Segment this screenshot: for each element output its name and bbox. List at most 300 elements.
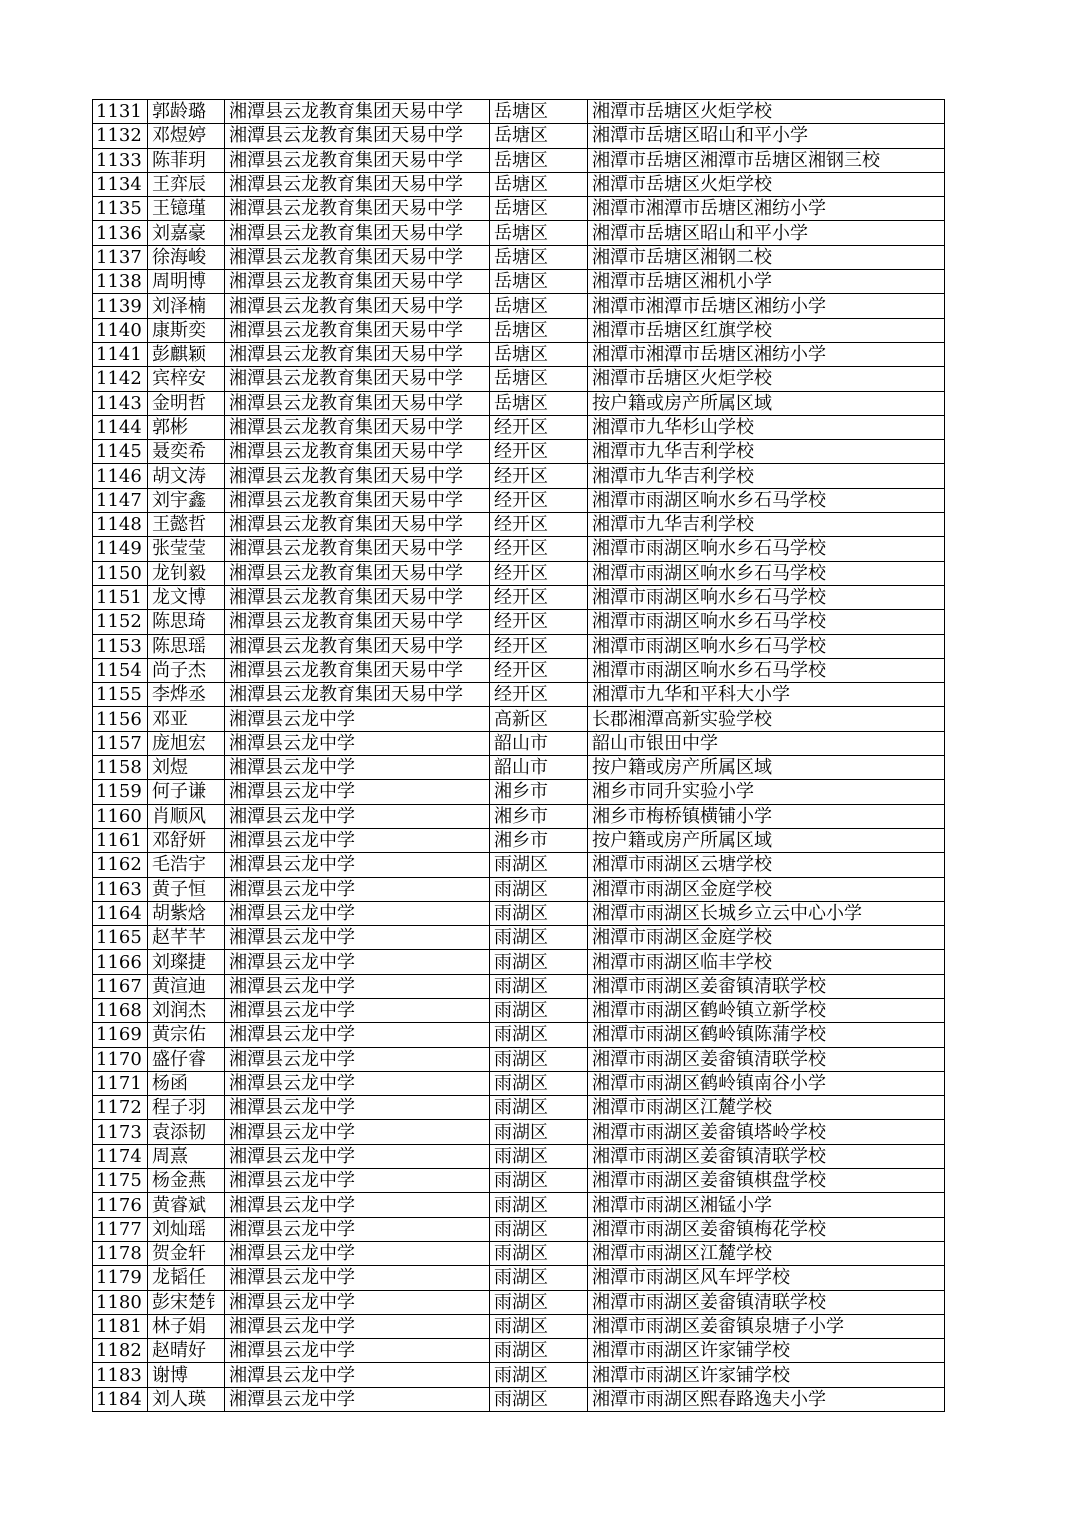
table-row (93, 245, 945, 269)
district-cell: 雨湖区 (490, 1144, 588, 1168)
assigned-school-cell: 湘潭市雨湖区临丰学校 (588, 950, 945, 974)
student-name-cell: 邓舒妍 (148, 828, 225, 852)
district-cell: 湘乡市 (490, 804, 588, 828)
district-cell: 岳塘区 (490, 197, 588, 221)
table-row (93, 513, 945, 537)
table-row (93, 148, 945, 172)
current-school-cell: 湘潭县云龙教育集团天易中学 (225, 634, 490, 658)
assigned-school-cell: 湘潭市雨湖区响水乡石马学校 (588, 658, 945, 682)
current-school-cell: 湘潭县云龙教育集团天易中学 (225, 172, 490, 196)
assigned-school-cell: 湘潭市雨湖区姜畲镇清联学校 (588, 974, 945, 998)
table-row (93, 124, 945, 148)
student-name-cell: 刘泽楠 (148, 294, 225, 318)
assigned-school-cell: 湘潭市九华吉利学校 (588, 464, 945, 488)
district-cell: 经开区 (490, 440, 588, 464)
current-school-cell: 湘潭县云龙教育集团天易中学 (225, 683, 490, 707)
district-cell: 雨湖区 (490, 1169, 588, 1193)
assigned-school-cell: 湘潭市雨湖区姜畲镇梅花学校 (588, 1217, 945, 1241)
row-number-cell: 1136 (93, 221, 148, 245)
row-number-cell: 1162 (93, 853, 148, 877)
current-school-cell: 湘潭县云龙中学 (225, 780, 490, 804)
district-cell: 经开区 (490, 634, 588, 658)
row-number-cell: 1155 (93, 683, 148, 707)
assigned-school-cell: 湘潭市雨湖区鹤岭镇立新学校 (588, 998, 945, 1022)
table-row (93, 1339, 945, 1363)
district-cell: 雨湖区 (490, 1339, 588, 1363)
district-cell: 经开区 (490, 537, 588, 561)
district-cell: 经开区 (490, 415, 588, 439)
table-row (93, 537, 945, 561)
table-row (93, 415, 945, 439)
current-school-cell: 湘潭县云龙教育集团天易中学 (225, 391, 490, 415)
district-cell: 高新区 (490, 707, 588, 731)
assigned-school-cell: 湘潭市雨湖区湘锰小学 (588, 1193, 945, 1217)
current-school-cell: 湘潭县云龙中学 (225, 1241, 490, 1265)
assigned-school-cell: 按户籍或房产所属区域 (588, 756, 945, 780)
row-number-cell: 1160 (93, 804, 148, 828)
row-number-cell: 1181 (93, 1314, 148, 1338)
student-name-cell: 赵芊芊 (148, 926, 225, 950)
student-name-cell: 刘煜 (148, 756, 225, 780)
row-number-cell: 1161 (93, 828, 148, 852)
row-number-cell: 1152 (93, 610, 148, 634)
student-name-cell: 邓煜婷 (148, 124, 225, 148)
row-number-cell: 1176 (93, 1193, 148, 1217)
row-number-cell: 1178 (93, 1241, 148, 1265)
row-number-cell: 1173 (93, 1120, 148, 1144)
district-cell: 经开区 (490, 585, 588, 609)
assigned-school-cell: 湘潭市岳塘区红旗学校 (588, 318, 945, 342)
current-school-cell: 湘潭县云龙教育集团天易中学 (225, 440, 490, 464)
assigned-school-cell: 湘潭市湘潭市岳塘区湘纺小学 (588, 342, 945, 366)
current-school-cell: 湘潭县云龙中学 (225, 1023, 490, 1047)
student-name-cell: 何子谦 (148, 780, 225, 804)
table-row (93, 974, 945, 998)
district-cell: 岳塘区 (490, 221, 588, 245)
table-row (93, 1290, 945, 1314)
table-row (93, 464, 945, 488)
row-number-cell: 1171 (93, 1071, 148, 1095)
row-number-cell: 1148 (93, 513, 148, 537)
district-cell: 雨湖区 (490, 974, 588, 998)
row-number-cell: 1143 (93, 391, 148, 415)
table-row (93, 585, 945, 609)
district-cell: 雨湖区 (490, 1241, 588, 1265)
row-number-cell: 1145 (93, 440, 148, 464)
assigned-school-cell: 湘潭市岳塘区昭山和平小学 (588, 124, 945, 148)
student-name-cell: 周明博 (148, 270, 225, 294)
table-row (93, 901, 945, 925)
district-cell: 韶山市 (490, 731, 588, 755)
assigned-school-cell: 湘潭市雨湖区金庭学校 (588, 926, 945, 950)
table-row (93, 683, 945, 707)
current-school-cell: 湘潭县云龙中学 (225, 1266, 490, 1290)
district-cell: 岳塘区 (490, 367, 588, 391)
assigned-school-cell: 湘潭市雨湖区姜畲镇塔岭学校 (588, 1120, 945, 1144)
table-row (93, 197, 945, 221)
district-cell: 雨湖区 (490, 1314, 588, 1338)
student-name-cell: 刘宇鑫 (148, 488, 225, 512)
table-row (93, 1193, 945, 1217)
row-number-cell: 1156 (93, 707, 148, 731)
current-school-cell: 湘潭县云龙教育集团天易中学 (225, 270, 490, 294)
assigned-school-cell: 按户籍或房产所属区域 (588, 828, 945, 852)
student-name-cell: 林子娟 (148, 1314, 225, 1338)
row-number-cell: 1157 (93, 731, 148, 755)
district-cell: 雨湖区 (490, 1387, 588, 1411)
table-row (93, 488, 945, 512)
current-school-cell: 湘潭县云龙中学 (225, 1144, 490, 1168)
row-number-cell: 1167 (93, 974, 148, 998)
row-number-cell: 1151 (93, 585, 148, 609)
assigned-school-cell: 湘潭市九华吉利学校 (588, 440, 945, 464)
table-row (93, 853, 945, 877)
student-name-cell: 黄宗佑 (148, 1023, 225, 1047)
table-row (93, 1071, 945, 1095)
student-name-cell: 袁添韧 (148, 1120, 225, 1144)
student-name-cell: 庞旭宏 (148, 731, 225, 755)
table-row (93, 804, 945, 828)
row-number-cell: 1182 (93, 1339, 148, 1363)
student-name-cell: 陈菲玥 (148, 148, 225, 172)
current-school-cell: 湘潭县云龙中学 (225, 974, 490, 998)
student-name-cell: 贺金轩 (148, 1241, 225, 1265)
current-school-cell: 湘潭县云龙教育集团天易中学 (225, 221, 490, 245)
assigned-school-cell: 湘潭市雨湖区姜畲镇棋盘学校 (588, 1169, 945, 1193)
current-school-cell: 湘潭县云龙教育集团天易中学 (225, 245, 490, 269)
student-name-cell: 徐海峻 (148, 245, 225, 269)
student-name-cell: 龙文博 (148, 585, 225, 609)
table-row (93, 634, 945, 658)
current-school-cell: 湘潭县云龙中学 (225, 756, 490, 780)
row-number-cell: 1137 (93, 245, 148, 269)
assigned-school-cell: 湘潭市雨湖区许家铺学校 (588, 1339, 945, 1363)
district-cell: 岳塘区 (490, 294, 588, 318)
current-school-cell: 湘潭县云龙中学 (225, 828, 490, 852)
table-row (93, 731, 945, 755)
assigned-school-cell: 湘潭市九华杉山学校 (588, 415, 945, 439)
table-row (93, 998, 945, 1022)
current-school-cell: 湘潭县云龙中学 (225, 998, 490, 1022)
table-row (93, 221, 945, 245)
current-school-cell: 湘潭县云龙教育集团天易中学 (225, 513, 490, 537)
assigned-school-cell: 湘潭市雨湖区鹤岭镇南谷小学 (588, 1071, 945, 1095)
row-number-cell: 1180 (93, 1290, 148, 1314)
current-school-cell: 湘潭县云龙教育集团天易中学 (225, 537, 490, 561)
assigned-school-cell: 湘潭市雨湖区风车坪学校 (588, 1266, 945, 1290)
assigned-school-cell: 湘潭市雨湖区响水乡石马学校 (588, 610, 945, 634)
district-cell: 雨湖区 (490, 1290, 588, 1314)
row-number-cell: 1135 (93, 197, 148, 221)
student-name-cell: 康斯奕 (148, 318, 225, 342)
assigned-school-cell: 湘潭市雨湖区姜畲镇清联学校 (588, 1047, 945, 1071)
table-row (93, 318, 945, 342)
row-number-cell: 1138 (93, 270, 148, 294)
district-cell: 雨湖区 (490, 926, 588, 950)
row-number-cell: 1168 (93, 998, 148, 1022)
table-row (93, 270, 945, 294)
row-number-cell: 1169 (93, 1023, 148, 1047)
current-school-cell: 湘潭县云龙中学 (225, 1339, 490, 1363)
district-cell: 雨湖区 (490, 901, 588, 925)
row-number-cell: 1172 (93, 1096, 148, 1120)
current-school-cell: 湘潭县云龙教育集团天易中学 (225, 658, 490, 682)
current-school-cell: 湘潭县云龙中学 (225, 901, 490, 925)
current-school-cell: 湘潭县云龙教育集团天易中学 (225, 610, 490, 634)
table-row (93, 1096, 945, 1120)
table-row (93, 828, 945, 852)
table-row (93, 1217, 945, 1241)
student-name-cell: 刘灿瑶 (148, 1217, 225, 1241)
district-cell: 雨湖区 (490, 1266, 588, 1290)
current-school-cell: 湘潭县云龙教育集团天易中学 (225, 197, 490, 221)
district-cell: 经开区 (490, 561, 588, 585)
assigned-school-cell: 湘潭市雨湖区江麓学校 (588, 1241, 945, 1265)
district-cell: 经开区 (490, 513, 588, 537)
current-school-cell: 湘潭县云龙中学 (225, 950, 490, 974)
student-name-cell: 王懿哲 (148, 513, 225, 537)
current-school-cell: 湘潭县云龙中学 (225, 926, 490, 950)
assigned-school-cell: 湘潭市九华吉利学校 (588, 513, 945, 537)
student-name-cell: 邓亚 (148, 707, 225, 731)
district-cell: 湘乡市 (490, 828, 588, 852)
row-number-cell: 1133 (93, 148, 148, 172)
student-name-cell: 赵晴好 (148, 1339, 225, 1363)
assigned-school-cell: 湘潭市九华和平科大小学 (588, 683, 945, 707)
assigned-school-cell: 湘潭市岳塘区火炬学校 (588, 367, 945, 391)
current-school-cell: 湘潭县云龙教育集团天易中学 (225, 415, 490, 439)
district-cell: 经开区 (490, 610, 588, 634)
table-row (93, 877, 945, 901)
assigned-school-cell: 按户籍或房产所属区域 (588, 391, 945, 415)
current-school-cell: 湘潭县云龙教育集团天易中学 (225, 294, 490, 318)
assigned-school-cell: 湘潭市雨湖区响水乡石马学校 (588, 585, 945, 609)
assigned-school-cell: 湘潭市雨湖区长城乡立云中心小学 (588, 901, 945, 925)
table-body (93, 100, 945, 1412)
current-school-cell: 湘潭县云龙教育集团天易中学 (225, 488, 490, 512)
table-row (93, 610, 945, 634)
row-number-cell: 1184 (93, 1387, 148, 1411)
assigned-school-cell: 湘潭市雨湖区鹤岭镇陈蒲学校 (588, 1023, 945, 1047)
assigned-school-cell: 湘潭市雨湖区江麓学校 (588, 1096, 945, 1120)
assigned-school-cell: 湘潭市雨湖区金庭学校 (588, 877, 945, 901)
current-school-cell: 湘潭县云龙中学 (225, 1096, 490, 1120)
table-row (93, 756, 945, 780)
district-cell: 雨湖区 (490, 1096, 588, 1120)
row-number-cell: 1175 (93, 1169, 148, 1193)
current-school-cell: 湘潭县云龙中学 (225, 1193, 490, 1217)
district-cell: 岳塘区 (490, 148, 588, 172)
district-cell: 岳塘区 (490, 342, 588, 366)
district-cell: 雨湖区 (490, 1071, 588, 1095)
district-cell: 雨湖区 (490, 1193, 588, 1217)
assigned-school-cell: 湘潭市雨湖区姜畲镇清联学校 (588, 1144, 945, 1168)
current-school-cell: 湘潭县云龙中学 (225, 1071, 490, 1095)
row-number-cell: 1140 (93, 318, 148, 342)
table-row (93, 1144, 945, 1168)
current-school-cell: 湘潭县云龙中学 (225, 804, 490, 828)
district-cell: 经开区 (490, 464, 588, 488)
current-school-cell: 湘潭县云龙教育集团天易中学 (225, 148, 490, 172)
table-row (93, 950, 945, 974)
student-name-cell: 金明哲 (148, 391, 225, 415)
district-cell: 雨湖区 (490, 950, 588, 974)
student-name-cell: 张莹莹 (148, 537, 225, 561)
student-name-cell: 程子羽 (148, 1096, 225, 1120)
row-number-cell: 1144 (93, 415, 148, 439)
district-cell: 雨湖区 (490, 1363, 588, 1387)
current-school-cell: 湘潭县云龙中学 (225, 1387, 490, 1411)
student-name-cell: 龙钊毅 (148, 561, 225, 585)
table-row (93, 1120, 945, 1144)
table-row (93, 658, 945, 682)
table-row (93, 780, 945, 804)
student-name-cell: 黄睿斌 (148, 1193, 225, 1217)
current-school-cell: 湘潭县云龙中学 (225, 877, 490, 901)
current-school-cell: 湘潭县云龙教育集团天易中学 (225, 318, 490, 342)
row-number-cell: 1170 (93, 1047, 148, 1071)
district-cell: 经开区 (490, 488, 588, 512)
student-name-cell: 黄子恒 (148, 877, 225, 901)
assigned-school-cell: 湘潭市岳塘区湘钢二校 (588, 245, 945, 269)
enrollment-table (92, 99, 945, 1412)
current-school-cell: 湘潭县云龙中学 (225, 1290, 490, 1314)
district-cell: 雨湖区 (490, 853, 588, 877)
current-school-cell: 湘潭县云龙教育集团天易中学 (225, 585, 490, 609)
student-name-cell: 王弈辰 (148, 172, 225, 196)
student-name-cell: 盛仔睿 (148, 1047, 225, 1071)
district-cell: 韶山市 (490, 756, 588, 780)
student-name-cell: 陈思瑶 (148, 634, 225, 658)
table-row (93, 100, 945, 124)
student-name-cell: 李烨丞 (148, 683, 225, 707)
assigned-school-cell: 湘潭市雨湖区许家铺学校 (588, 1363, 945, 1387)
current-school-cell: 湘潭县云龙教育集团天易中学 (225, 367, 490, 391)
row-number-cell: 1153 (93, 634, 148, 658)
district-cell: 岳塘区 (490, 172, 588, 196)
current-school-cell: 湘潭县云龙中学 (225, 1314, 490, 1338)
student-name-cell: 刘人瑛 (148, 1387, 225, 1411)
student-name-cell: 彭宋楚钅 (148, 1290, 225, 1314)
table-row (93, 294, 945, 318)
assigned-school-cell: 湘潭市雨湖区响水乡石马学校 (588, 537, 945, 561)
district-cell: 岳塘区 (490, 318, 588, 342)
current-school-cell: 湘潭县云龙中学 (225, 1363, 490, 1387)
student-name-cell: 郭龄璐 (148, 100, 225, 124)
student-name-cell: 肖顺风 (148, 804, 225, 828)
district-cell: 雨湖区 (490, 1217, 588, 1241)
table-row (93, 1266, 945, 1290)
assigned-school-cell: 湘潭市雨湖区姜畲镇清联学校 (588, 1290, 945, 1314)
student-name-cell: 毛浩宇 (148, 853, 225, 877)
assigned-school-cell: 湘潭市岳塘区昭山和平小学 (588, 221, 945, 245)
assigned-school-cell: 湘潭市雨湖区响水乡石马学校 (588, 561, 945, 585)
table-row (93, 1387, 945, 1411)
row-number-cell: 1132 (93, 124, 148, 148)
student-name-cell: 尚子杰 (148, 658, 225, 682)
assigned-school-cell: 湘潭市岳塘区火炬学校 (588, 100, 945, 124)
assigned-school-cell: 湘乡市梅桥镇横铺小学 (588, 804, 945, 828)
district-cell: 雨湖区 (490, 1023, 588, 1047)
row-number-cell: 1165 (93, 926, 148, 950)
row-number-cell: 1183 (93, 1363, 148, 1387)
student-name-cell: 王镱瑾 (148, 197, 225, 221)
student-name-cell: 周熹 (148, 1144, 225, 1168)
assigned-school-cell: 湘潭市雨湖区响水乡石马学校 (588, 634, 945, 658)
student-name-cell: 胡紫焓 (148, 901, 225, 925)
table-row (93, 391, 945, 415)
table-row (93, 1047, 945, 1071)
row-number-cell: 1154 (93, 658, 148, 682)
assigned-school-cell: 湘潭市湘潭市岳塘区湘纺小学 (588, 294, 945, 318)
student-name-cell: 杨金燕 (148, 1169, 225, 1193)
row-number-cell: 1142 (93, 367, 148, 391)
student-name-cell: 郭彬 (148, 415, 225, 439)
student-name-cell: 刘润杰 (148, 998, 225, 1022)
assigned-school-cell: 湘潭市雨湖区云塘学校 (588, 853, 945, 877)
district-cell: 雨湖区 (490, 1047, 588, 1071)
table-row (93, 1241, 945, 1265)
current-school-cell: 湘潭县云龙中学 (225, 1169, 490, 1193)
district-cell: 岳塘区 (490, 100, 588, 124)
row-number-cell: 1164 (93, 901, 148, 925)
assigned-school-cell: 湘潭市雨湖区姜畲镇泉塘子小学 (588, 1314, 945, 1338)
district-cell: 雨湖区 (490, 998, 588, 1022)
table-row (93, 926, 945, 950)
table-row (93, 561, 945, 585)
row-number-cell: 1177 (93, 1217, 148, 1241)
student-name-cell: 刘嘉豪 (148, 221, 225, 245)
student-name-cell: 胡文涛 (148, 464, 225, 488)
table-row (93, 707, 945, 731)
table-row (93, 1169, 945, 1193)
table-row (93, 1363, 945, 1387)
assigned-school-cell: 湘潭市雨湖区熙春路逸夫小学 (588, 1387, 945, 1411)
district-cell: 岳塘区 (490, 124, 588, 148)
current-school-cell: 湘潭县云龙中学 (225, 1120, 490, 1144)
table-row (93, 172, 945, 196)
current-school-cell: 湘潭县云龙中学 (225, 731, 490, 755)
district-cell: 岳塘区 (490, 270, 588, 294)
student-name-cell: 谢博 (148, 1363, 225, 1387)
current-school-cell: 湘潭县云龙中学 (225, 853, 490, 877)
current-school-cell: 湘潭县云龙中学 (225, 707, 490, 731)
assigned-school-cell: 长郡湘潭高新实验学校 (588, 707, 945, 731)
current-school-cell: 湘潭县云龙教育集团天易中学 (225, 100, 490, 124)
assigned-school-cell: 湘潭市岳塘区湘机小学 (588, 270, 945, 294)
current-school-cell: 湘潭县云龙中学 (225, 1047, 490, 1071)
student-name-cell: 黄渲迪 (148, 974, 225, 998)
district-cell: 岳塘区 (490, 391, 588, 415)
assigned-school-cell: 湘潭市岳塘区湘潭市岳塘区湘钢三校 (588, 148, 945, 172)
district-cell: 经开区 (490, 683, 588, 707)
table-row (93, 342, 945, 366)
row-number-cell: 1149 (93, 537, 148, 561)
row-number-cell: 1134 (93, 172, 148, 196)
row-number-cell: 1147 (93, 488, 148, 512)
assigned-school-cell: 湘乡市同升实验小学 (588, 780, 945, 804)
district-cell: 湘乡市 (490, 780, 588, 804)
table-row (93, 1023, 945, 1047)
assigned-school-cell: 湘潭市雨湖区响水乡石马学校 (588, 488, 945, 512)
assigned-school-cell: 湘潭市岳塘区火炬学校 (588, 172, 945, 196)
row-number-cell: 1141 (93, 342, 148, 366)
table-row (93, 1314, 945, 1338)
row-number-cell: 1159 (93, 780, 148, 804)
student-name-cell: 陈思琦 (148, 610, 225, 634)
current-school-cell: 湘潭县云龙中学 (225, 1217, 490, 1241)
row-number-cell: 1146 (93, 464, 148, 488)
